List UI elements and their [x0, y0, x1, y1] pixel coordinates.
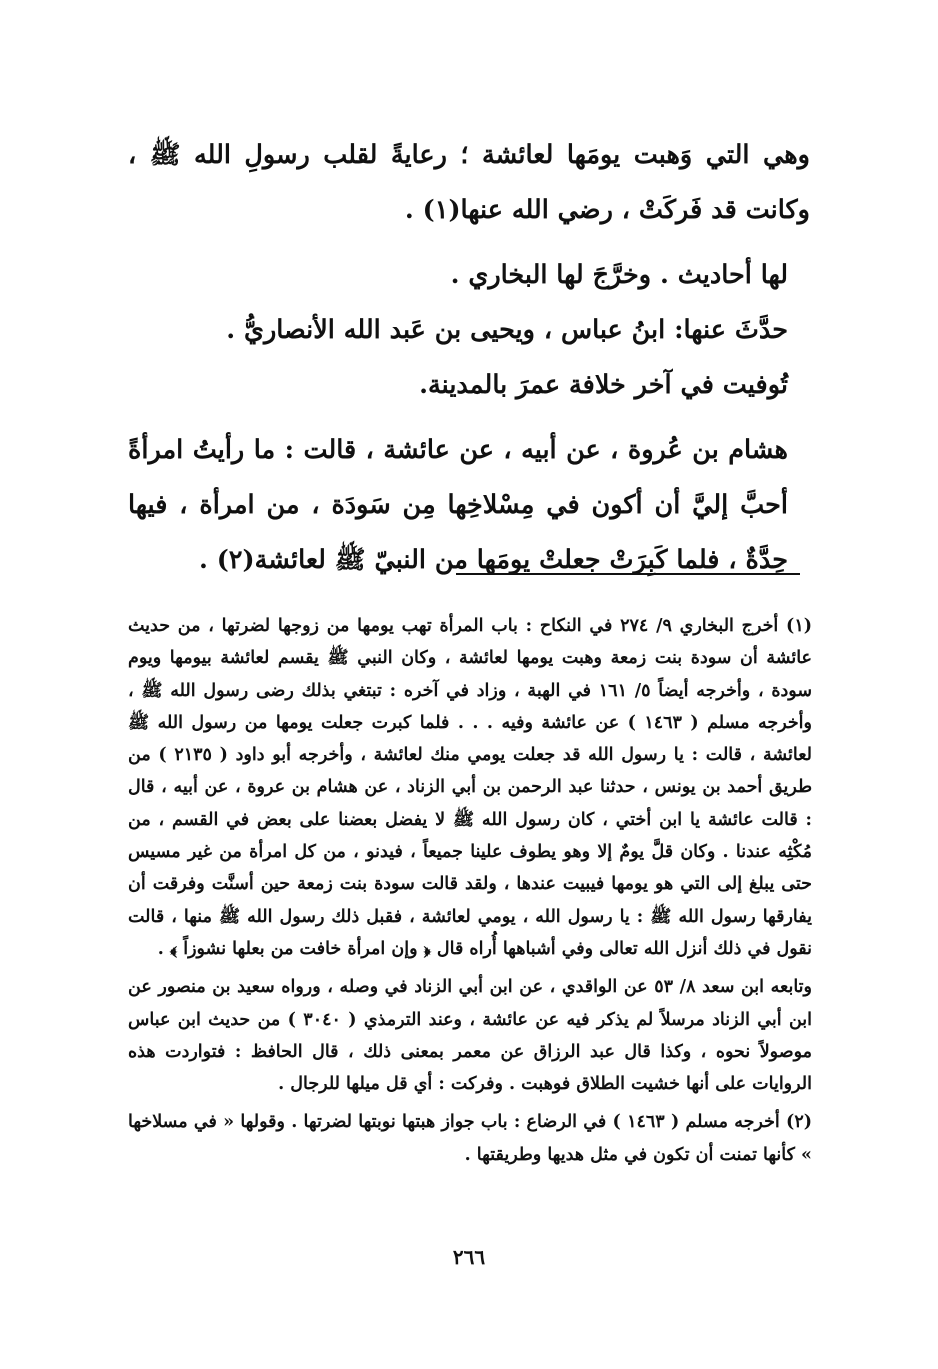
- main-text: [128, 128, 810, 588]
- footnote-divider: [456, 573, 800, 575]
- hadith-paragraph: هشام بن عُروة ، عن أبيه ، عن عائشة ، قالت : ما رأيتُ امرأةً أحبَّ إليَّ أن أكون في مِسْلاخِها مِن سَودَة ، من امرأة ، فيها حِدَّةٌ ، فلما كَبِرَتْ جعلتْ يومَها من النبيّ ﷺ لعائشة(٢) .: [128, 435, 788, 575]
- footnote-1: (١) أخرج البخاري ٩/ ٢٧٤ في النكاح : باب المرأة تهب يومها من زوجها لضرتها ، من حديث عائشة أن سودة بنت زمعة وهبت يومها لعائشة ، وكان النبي ﷺ يقسم لعائشة بيومها ويوم سودة ، وأخرجه أيضاً ٥/ ١٦١ في الهبة ، وزاد في آخره : تبتغي بذلك رضى رسول الله ﷺ ، وأخرجه مسلم ( ١٤٦٣ ) عن عائشة وفيه . . . فلما كبرت جعلت يومها من رسول الله ﷺ لعائشة ، قالت : يا رسول الله قد جعلت يومي منك لعائشة ، وأخرجه أبو داود ( ٢١٣٥ ) من طريق أحمد بن يونس ، حدثنا عبد الرحمن بن أبي الزناد ، عن هشام بن عروة ، عن أبيه ، قال : قالت عائشة يا ابن أختي ، كان رسول الله ﷺ لا يفضل بعضنا على بعض في القسم ، من مُكْثِه عندنا . وكان قلَّ يومٌ إلا وهو يطوف علينا جميعاً ، فيدنو ، من كل امرأة من غير مسيس حتى يبلغ إلى التي هو يومها فيبيت عندها ، ولقد قالت سودة بنت زمعة حين أسنَّت وفرقت أن يفارقها رسول الله ﷺ : يا رسول الله ، يومي لعائشة ، فقبل ذلك رسول الله ﷺ منها ، قالت نقول في ذلك أنزل الله تعالى وفي أشباهها أُراه قال ﴿ وإن امرأة خافت من بعلها نشوزاً ﴾ .: [128, 616, 813, 959]
- narrators-line: حدَّثَ عنها: ابنُ عباس ، ويحيى بن عَبد الله الأنصاريُّ .: [226, 315, 788, 345]
- intro-paragraph: وهي التي وَهبت يومَها لعائشة ؛ رعايةً لقلب رسولِ الله ﷺ ، وكانت قد فَركَتْ ، رضي الله عنها(١) .: [128, 140, 810, 225]
- page-number: ٢٦٦: [452, 1245, 486, 1269]
- footnote-2: (٢) أخرجه مسلم ( ١٤٦٣ ) في الرضاع : باب جواز هبتها نوبتها لضرتها . وقولها « في مسلاخها » كأنها تمنت أن تكون في مثل هديها وطريقتها .: [128, 1112, 812, 1165]
- footnotes: [128, 610, 812, 1171]
- hadith-count-line: لها أحاديث . وخرَّجَ لها البخاري .: [450, 260, 788, 290]
- footnote-1-continuation: وتابعه ابن سعد ٨/ ٥٣ عن الواقدي ، عن ابن أبي الزناد في وصله ، ورواه سعيد بن منصور عن ابن أبي الزناد مرسلاً لم يذكر فيه عن عائشة ، وعند الترمذي ( ٣٠٤٠ ) من حديث ابن عباس موصولاً نحوه ، وكذا قال عبد الرزاق عن معمر بمعنى ذلك ، قال الحافظ : فتواردت هذه الروايات على أنها خشيت الطلاق فوهبت . وفركت : أي قل ميلها للرجال .: [128, 977, 813, 1095]
- death-line: تُوفيت في آخر خلافة عمرَ بالمدينة.: [419, 370, 788, 400]
